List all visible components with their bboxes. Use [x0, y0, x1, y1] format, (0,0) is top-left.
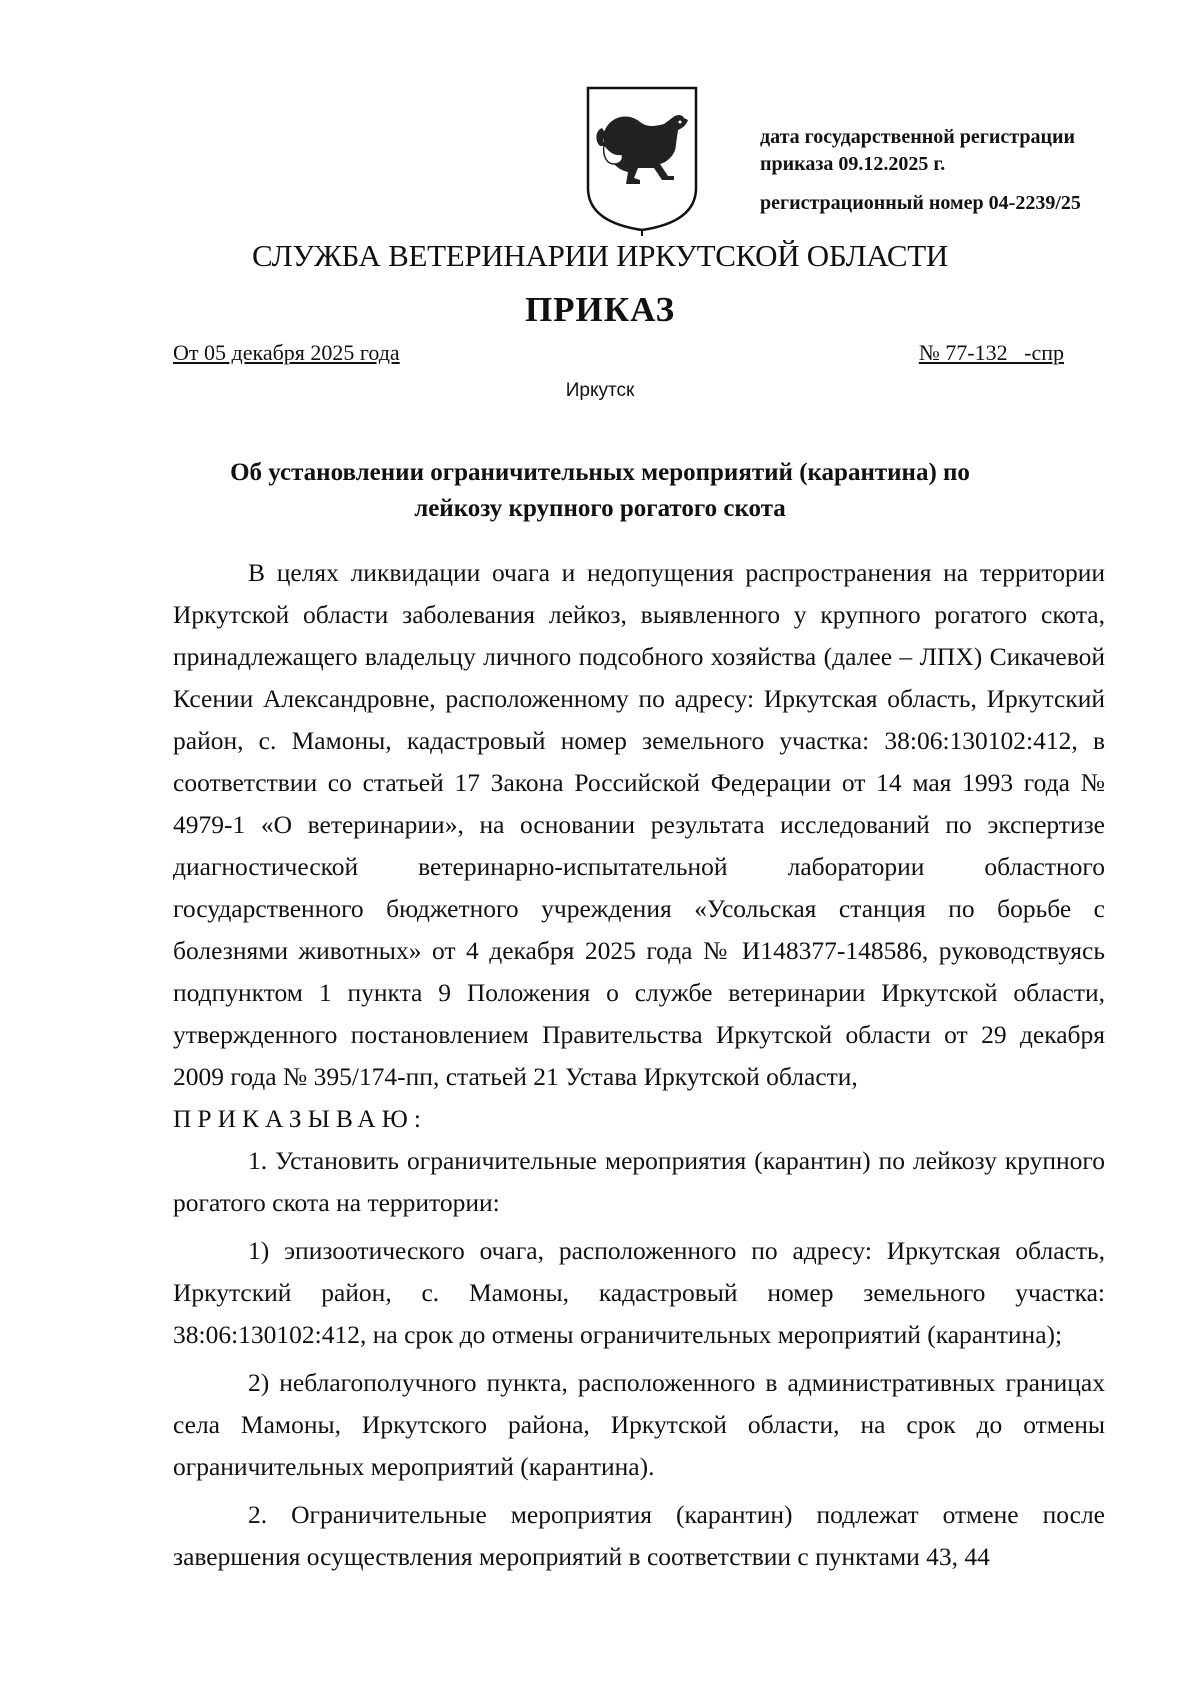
document-title — [150, 455, 1050, 527]
document-number: № 77-132 -спр — [918, 340, 1064, 365]
registration-date-label: дата государственной регистрации — [760, 126, 1076, 148]
document-type: ПРИКАЗ — [524, 290, 676, 329]
item-1: 1. Установить ограничительные мероприятия (карантин) по лейкозу крупного рогатого скота на территории: — [173, 1146, 1105, 1217]
irkutsk-coat-of-arms-icon — [584, 84, 700, 236]
registration-number: регистрационный номер 04-2239/25 — [760, 192, 1081, 214]
item-1-sub-2: 2) неблагополучного пункта, расположенного в административных границах села Мамоны, Иркутского района, Иркутской области, на срок до отмены ограничительных мероприятий (карантина). — [173, 1368, 1105, 1481]
registration-block — [760, 124, 1150, 217]
agency-name: СЛУЖБА ВЕТЕРИНАРИИ ИРКУТСКОЙ ОБЛАСТИ — [252, 238, 948, 273]
title-line-1: Об установлении ограничительных мероприятий (карантина) по — [230, 459, 970, 486]
preamble-paragraph: В целях ликвидации очага и недопущения распространения на территории Иркутской области заболевания лейкоз, выявленного у крупного рогатого скота, принадлежащего владельцу личного подсобного хозяйства (далее – ЛПХ) Сикачевой Ксении Александровне, расположенному по адресу: Иркутская область, Иркутский район, с. Мамоны, кадастровый номер земельного участка: 38:06:130102:412, в соответствии со статьей 17 Закона Российской Федерации от 14 мая 1993 года № 4979-1 «О ветеринарии», на основании результата исследований по экспертизе диагностической ветеринарно-испытательной лаборатории областного государственного бюджетного учреждения «Усольская станция по борьбе с болезнями животных» от 4 декабря 2025 года № И148377-148586, руководствуясь подпунктом 1 пункта 9 Положения о службе ветеринарии Иркутской области, утвержденного постановлением Правительства Иркутской области от 29 декабря 2009 года № 395/174-пп, статьей 21 Устава Иркутской области, — [173, 558, 1105, 1091]
title-line-2: лейкозу крупного рогатого скота — [414, 495, 786, 522]
item-1-sub-1: 1) эпизоотического очага, расположенного по адресу: Иркутская область, Иркутский район, с. Мамоны, кадастровый номер земельного участка: 38:06:130102:412, на срок до отмены ограничительных мероприятий (карантина); — [173, 1236, 1105, 1349]
document-body — [173, 552, 1105, 1578]
item-2: 2. Ограничительные мероприятия (карантин) подлежат отмене после завершения осуществления мероприятий в соответствии с пунктами 43, 44 — [173, 1500, 1105, 1571]
order-word: ПРИКАЗЫВАЮ: — [173, 1104, 427, 1133]
registration-date-value: приказа 09.12.2025 г. — [760, 153, 946, 175]
document-date: От 05 декабря 2025 года — [173, 340, 400, 365]
document-city: Иркутск — [565, 380, 635, 401]
